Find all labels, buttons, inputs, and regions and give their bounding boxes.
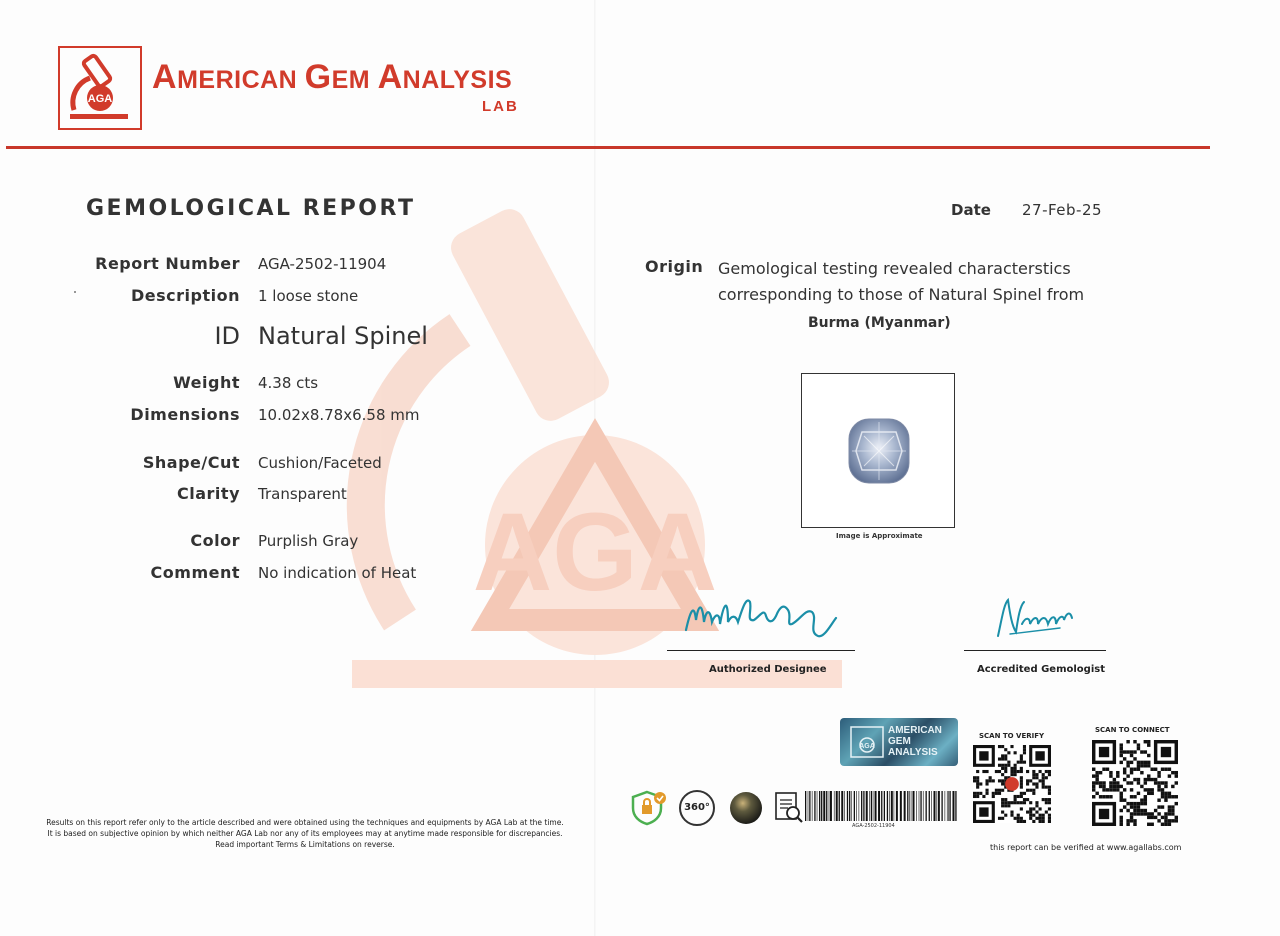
- shape-cut-label: Shape/Cut: [142, 453, 240, 472]
- description-value: 1 loose stone: [258, 287, 359, 305]
- comment-value: No indication of Heat: [258, 564, 417, 582]
- verify-qr-code[interactable]: [973, 745, 1051, 823]
- id-label: ID: [214, 322, 240, 350]
- report-title: GEMOLOGICAL REPORT: [86, 196, 416, 221]
- designee-label: Authorized Designee: [709, 664, 827, 675]
- weight-value: 4.38 cts: [258, 374, 319, 392]
- logo-monogram: AGA: [87, 93, 113, 105]
- report-number-label: Report Number: [95, 254, 240, 273]
- disclaimer-line: Read important Terms & Limitations on reverse.: [215, 840, 395, 849]
- scan-connect-label: SCAN TO CONNECT: [1095, 726, 1170, 734]
- description-label: Description: [131, 286, 240, 305]
- report-barcode: [805, 791, 957, 821]
- color-value: Purplish Gray: [258, 532, 359, 550]
- origin-place: Burma (Myanmar): [808, 315, 951, 331]
- header-rule: [6, 146, 1210, 149]
- image-caption: Image is Approximate: [836, 532, 923, 540]
- clarity-value: Transparent: [258, 485, 347, 503]
- weight-label: Weight: [173, 373, 240, 392]
- origin-label: Origin: [645, 257, 704, 276]
- comment-label: Comment: [150, 563, 240, 582]
- date-value: 27-Feb-25: [1022, 201, 1103, 219]
- svg-text:AGA: AGA: [472, 491, 718, 614]
- connect-qr-code[interactable]: [1092, 740, 1178, 826]
- clarity-label: Clarity: [177, 484, 240, 503]
- lab-name: AMERICAN GEM ANALYSIS: [152, 58, 513, 96]
- verify-note: this report can be verified at www.agallabs.com: [990, 843, 1182, 852]
- hologram-monogram: AGA: [859, 743, 875, 750]
- disclaimer-line: It is based on subjective opinion by which neither AGA Lab nor any of its employees may at anytime made responsible for discrepancies.: [47, 829, 563, 838]
- dimensions-value: 10.02x8.78x6.58 mm: [258, 406, 420, 424]
- designee-signature: [680, 592, 850, 642]
- disclaimer: [20, 817, 590, 850]
- report-number-value: AGA-2502-11904: [258, 255, 387, 273]
- dimensions-label: Dimensions: [130, 405, 240, 424]
- lab-name-sub: LAB: [482, 98, 519, 115]
- hologram-text: [888, 725, 942, 758]
- disclaimer-line: Results on this report refer only to the article described and were obtained using the techniques and equipments by AGA Lab at the time.: [46, 818, 564, 827]
- color-label: Color: [190, 531, 240, 550]
- date-label: Date: [951, 201, 991, 219]
- scan-verify-label: SCAN TO VERIFY: [979, 732, 1045, 740]
- shield-lock-icon: [629, 790, 667, 826]
- hologram-logo-icon: [850, 726, 884, 758]
- gem-sphere-icon: [728, 790, 764, 826]
- security-hologram: [840, 718, 958, 766]
- microscope-logo-icon: [60, 48, 140, 128]
- gemologist-signature-line: [964, 650, 1106, 651]
- designee-signature-line: [667, 650, 855, 651]
- gemstone-icon: [802, 374, 954, 527]
- hologram-text-line: ANALYSIS: [888, 747, 938, 758]
- gemologist-label: Accredited Gemologist: [977, 664, 1105, 675]
- gemologist-signature: [990, 594, 1080, 642]
- view-360-badge: 360°: [679, 790, 715, 826]
- shape-cut-value: Cushion/Faceted: [258, 454, 382, 472]
- id-value: Natural Spinel: [258, 322, 428, 350]
- origin-text: Gemological testing revealed characterstics corresponding to those of Natural Spinel from: [718, 259, 1085, 304]
- barcode-number: AGA-2502-11904: [852, 823, 895, 829]
- hologram-text-line: GEM: [888, 736, 911, 747]
- stone-image: [801, 373, 955, 528]
- document-search-icon: [773, 791, 805, 825]
- hologram-text-line: AMERICAN: [888, 725, 942, 736]
- lab-logo: [58, 46, 142, 130]
